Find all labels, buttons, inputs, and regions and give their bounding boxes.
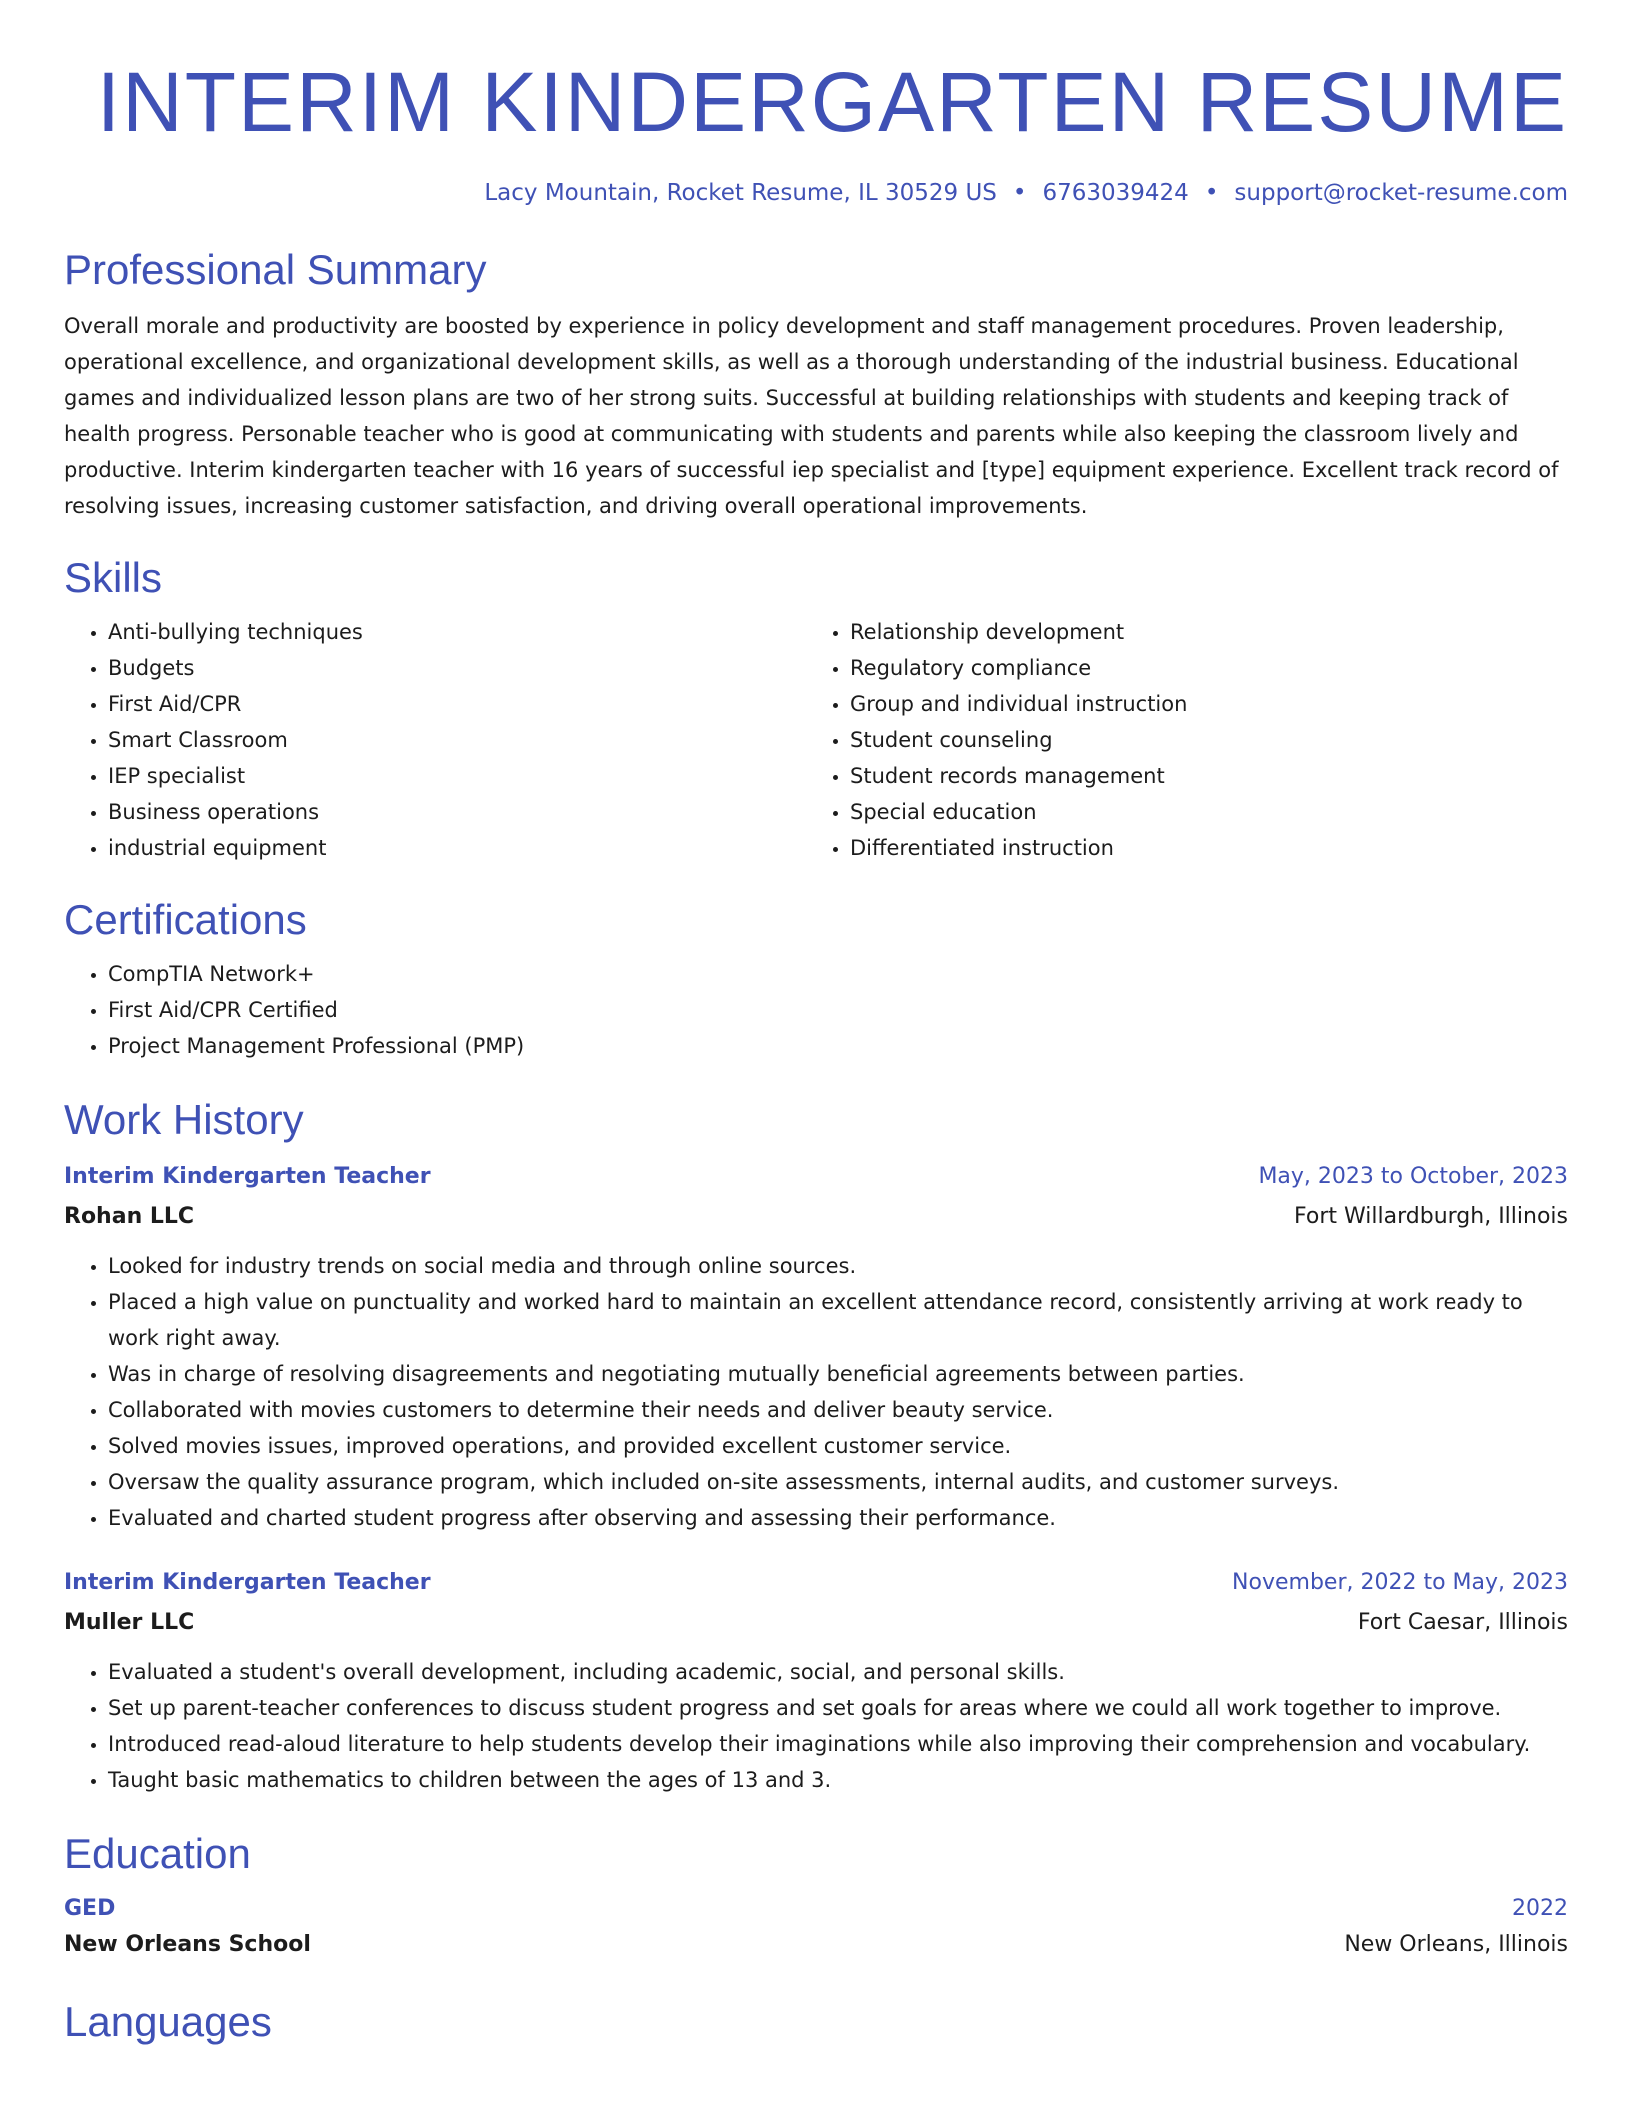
summary-section: [64, 244, 1568, 524]
skill-item: • industrial equipment: [108, 830, 806, 866]
skills-left-column: [64, 604, 806, 866]
job-bullet: • Looked for industry trends on social media and through online sources.: [108, 1248, 1568, 1284]
education-year: 2022: [1512, 1896, 1568, 1921]
education-location: New Orleans, Illinois: [1344, 1932, 1568, 1957]
summary-text: Overall morale and productivity are boosted by experience in policy development and staff management procedures. Proven leadership, operational excellence, and organizational development skills, as well as a thorough understanding of the industrial business. Educational games and individualized lesson plans are two of her strong suits. Successful at building relationships with students and keeping track of health progress. Personable teacher who is good at communicating with students and parents while also keeping the classroom lively and productive. Interim kindergarten teacher with 16 years of successful iep specialist and [type] equipment experience. Excellent track record of resolving issues, increasing customer satisfaction, and driving overall operational improvements.: [64, 314, 1559, 518]
job-company: Rohan LLC: [64, 1204, 195, 1229]
resume-title: INTERIM KINDERGARTEN RESUME: [96, 55, 1568, 149]
skill-item: • Special education: [850, 794, 1548, 830]
skill-item: • Smart Classroom: [108, 722, 806, 758]
education-heading: Education: [64, 1830, 251, 1877]
job-bullet: • Evaluated and charted student progress after observing and assessing their performance.: [108, 1500, 1568, 1536]
certifications-heading: Certifications: [64, 896, 307, 943]
skill-item: • First Aid/CPR: [108, 686, 806, 722]
education-school: New Orleans School: [64, 1932, 311, 1957]
skills-right-column: [806, 604, 1548, 866]
education-degree: GED: [64, 1896, 116, 1921]
job-bullet: • Introduced read-aloud literature to help students develop their imaginations while also improving their comprehension and vocabulary.: [108, 1726, 1568, 1762]
contact-address: Lacy Mountain, Rocket Resume, IL 30529 US: [484, 180, 997, 206]
languages-section: [64, 1996, 1568, 2048]
skill-item: • IEP specialist: [108, 758, 806, 794]
job-location: Fort Willardburgh, Illinois: [1294, 1204, 1568, 1229]
job-title: Interim Kindergarten Teacher: [64, 1164, 431, 1189]
skill-item: • Differentiated instruction: [850, 830, 1548, 866]
job-bullet: • Collaborated with movies customers to determine their needs and deliver beauty service.: [108, 1392, 1568, 1428]
job-location: Fort Caesar, Illinois: [1357, 1610, 1568, 1635]
certifications-section: [64, 894, 1568, 1064]
skill-item: • Business operations: [108, 794, 806, 830]
job-entry: [64, 1566, 1568, 1798]
skill-item: • Student counseling: [850, 722, 1548, 758]
job-bullet: • Was in charge of resolving disagreements and negotiating mutually beneficial agreements between parties.: [108, 1356, 1568, 1392]
skill-item: • Regulatory compliance: [850, 650, 1548, 686]
job-dates: May, 2023 to October, 2023: [1258, 1164, 1568, 1189]
skill-item: • Anti-bullying techniques: [108, 614, 806, 650]
contact-separator: •: [1204, 180, 1219, 206]
contact-line: [64, 178, 1568, 208]
skill-item: • Budgets: [108, 650, 806, 686]
skill-item: • Group and individual instruction: [850, 686, 1548, 722]
job-bullet: • Placed a high value on punctuality and worked hard to maintain an excellent attendance record, consistently arriving at work ready to work right away.: [108, 1284, 1568, 1356]
work-history-section: [64, 1094, 1568, 1798]
job-company: Muller LLC: [64, 1610, 195, 1635]
skills-columns: [64, 604, 1568, 866]
education-section: [64, 1828, 1568, 1962]
job-entry: [64, 1160, 1568, 1536]
job-bullet: • Solved movies issues, improved operations, and provided excellent customer service.: [108, 1428, 1568, 1464]
contact-separator: •: [1012, 180, 1027, 206]
job-title: Interim Kindergarten Teacher: [64, 1570, 431, 1595]
skills-heading: Skills: [64, 554, 163, 601]
job-bullet: • Taught basic mathematics to children between the ages of 13 and 3.: [108, 1762, 1568, 1798]
job-bullet: • Evaluated a student's overall development, including academic, social, and personal skills.: [108, 1654, 1568, 1690]
contact-email: support@rocket-resume.com: [1234, 180, 1568, 206]
contact-phone: 6763039424: [1042, 180, 1189, 206]
certification-item: • First Aid/CPR Certified: [108, 992, 1568, 1028]
job-bullet: • Set up parent-teacher conferences to discuss student progress and set goals for areas where we could all work together to improve.: [108, 1690, 1568, 1726]
skills-section: [64, 552, 1568, 866]
skill-item: • Student records management: [850, 758, 1548, 794]
job-bullet: • Oversaw the quality assurance program, which included on-site assessments, internal audits, and customer surveys.: [108, 1464, 1568, 1500]
job-dates: November, 2022 to May, 2023: [1232, 1570, 1568, 1595]
certification-item: • Project Management Professional (PMP): [108, 1028, 1568, 1064]
summary-heading: Professional Summary: [64, 246, 487, 293]
skill-item: • Relationship development: [850, 614, 1548, 650]
languages-heading: Languages: [64, 1998, 272, 2045]
work-history-heading: Work History: [64, 1096, 304, 1143]
certification-item: • CompTIA Network+: [108, 956, 1568, 992]
